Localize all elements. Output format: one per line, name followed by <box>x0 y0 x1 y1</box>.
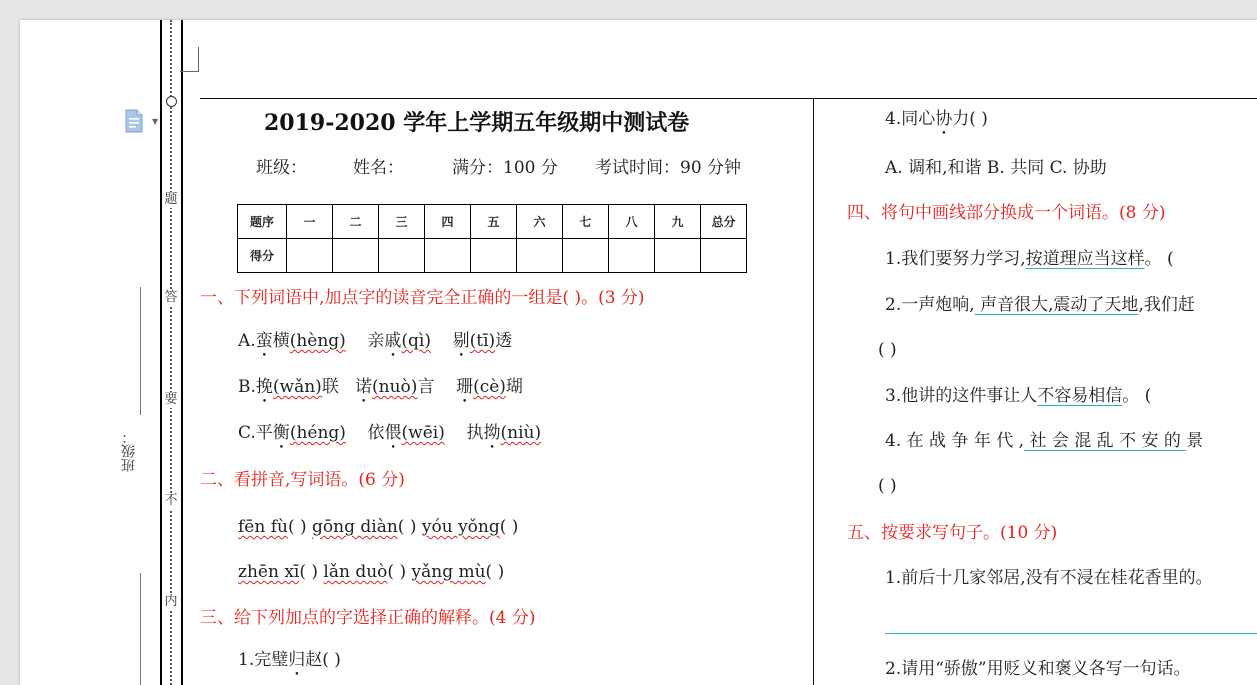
answer-blank[interactable]: ( ) <box>499 517 519 537</box>
score-cell[interactable] <box>517 239 563 273</box>
score-table <box>237 204 747 273</box>
dotted-char: 挽 <box>255 377 273 397</box>
info-name: 姓名： <box>353 158 404 178</box>
answer-blank[interactable]: ( ) <box>397 517 417 537</box>
text: 4. 在 战 争 年 代 , <box>885 431 1025 451</box>
score-cell[interactable] <box>287 239 333 273</box>
text: 。 ( <box>1122 386 1152 406</box>
dotted-char: 归 <box>288 650 306 670</box>
pinyin: (wǎn) <box>272 377 322 397</box>
answer-line[interactable] <box>885 633 1257 634</box>
info-full-score: 满分：100 分 <box>452 158 558 178</box>
table-cell: 一 <box>287 205 333 239</box>
section4-q4-blank[interactable]: ( ) <box>878 476 897 496</box>
table-cell: 二 <box>333 205 379 239</box>
dotted-char: 协 <box>935 109 953 129</box>
text: 执 <box>466 423 484 443</box>
section4-q1 <box>885 248 1174 270</box>
pinyin-row-1 <box>238 516 518 538</box>
text: 联 <box>321 377 339 397</box>
binding-char: 不 <box>162 493 180 509</box>
pinyin: (qì) <box>401 331 432 351</box>
answer-blank[interactable]: ( ) <box>387 562 407 582</box>
class-label: 班级： <box>121 430 137 472</box>
binding-char: 题 <box>162 192 180 208</box>
table-cell: 三 <box>379 205 425 239</box>
text: A. <box>238 331 256 351</box>
dotted-char: 珊 <box>456 377 474 397</box>
text: 赵( ) <box>305 650 341 670</box>
text: 横 <box>272 331 290 351</box>
crop-mark <box>180 47 199 72</box>
dotted-char: 偎 <box>384 423 402 443</box>
section2-heading: 二、看拼音,写词语。(6 分) <box>200 470 405 490</box>
binding-char: 内 <box>162 594 180 610</box>
section4-q2-blank[interactable]: ( ) <box>878 340 897 360</box>
pinyin: (nuò) <box>372 377 418 397</box>
text: 3.他讲的这件事让人 <box>885 386 1038 406</box>
binding-char: 答 <box>162 290 180 306</box>
pinyin: gōng diàn <box>312 517 398 537</box>
pinyin: yóu yǒng <box>421 517 500 537</box>
header-rule <box>200 98 1257 99</box>
text: 景 <box>1186 431 1204 451</box>
table-cell: 总分 <box>701 205 747 239</box>
underlined-phrase: 按道理应当这样 <box>1025 249 1145 269</box>
answer-blank[interactable]: ( ) <box>287 517 307 537</box>
section1-option-a <box>238 330 512 361</box>
table-cell: 六 <box>517 205 563 239</box>
score-cell[interactable] <box>701 239 747 273</box>
text: 1.我们要努力学习, <box>885 249 1026 269</box>
section3-item1 <box>238 649 341 680</box>
section5-q1: 1.前后十几家邻居,没有不浸在桂花香里的。 <box>885 568 1213 588</box>
text: 依 <box>367 423 385 443</box>
pinyin: fēn fù <box>238 517 288 537</box>
pinyin: (cè) <box>473 377 506 397</box>
section1-heading: 一、下列词语中,加点字的读音完全正确的一组是( )。(3 分) <box>200 288 645 308</box>
table-cell: 题序 <box>238 205 287 239</box>
underlined-phrase: 声音很大,震动了天地 <box>974 295 1139 315</box>
pinyin: zhēn xī <box>238 562 300 582</box>
binding-char: 要 <box>162 392 180 408</box>
table-cell: 七 <box>563 205 609 239</box>
table-cell: 八 <box>609 205 655 239</box>
pinyin: (wēi) <box>401 423 445 443</box>
pinyin: lǎn duò <box>323 562 388 582</box>
score-cell[interactable] <box>655 239 701 273</box>
section5-heading: 五、按要求写句子。(10 分) <box>847 523 1058 543</box>
dotted-char: 戚 <box>384 331 402 351</box>
score-cell[interactable] <box>563 239 609 273</box>
section4-q3 <box>885 385 1151 407</box>
section4-q2 <box>885 294 1195 316</box>
column-divider <box>813 98 814 685</box>
section4-q4 <box>885 430 1203 452</box>
chevron-down-icon[interactable]: ▼ <box>152 117 159 126</box>
text: 透 <box>495 331 513 351</box>
section1-option-b <box>238 376 523 407</box>
table-cell: 得分 <box>238 239 287 273</box>
section3-heading: 三、给下列加点的字选择正确的解释。(4 分) <box>200 608 536 628</box>
document-page <box>20 20 1257 685</box>
score-cell[interactable] <box>609 239 655 273</box>
pinyin-row-2 <box>238 561 504 583</box>
text: 2.一声炮响, <box>885 295 975 315</box>
page-title: 2019-2020 学年上学期五年级期中测试卷 <box>264 110 690 136</box>
pinyin: (hèng) <box>289 331 346 351</box>
underlined-phrase: 社 会 混 乱 不 安 的 <box>1024 431 1187 451</box>
text: ,我们赶 <box>1138 295 1195 315</box>
pinyin: (niù) <box>500 423 542 443</box>
table-cell: 四 <box>425 205 471 239</box>
right-item4-options: A. 调和,和谐 B. 共同 C. 协助 <box>885 158 1107 178</box>
text: 瑚 <box>505 377 523 397</box>
text: C.平 <box>238 423 273 443</box>
binding-line-left <box>160 20 162 685</box>
document-icon[interactable] <box>124 109 144 133</box>
right-item4 <box>885 108 988 139</box>
dotted-char: 诺 <box>355 377 373 397</box>
text: 4.同心 <box>885 109 936 129</box>
score-cell[interactable] <box>333 239 379 273</box>
name-fill-line <box>140 573 141 685</box>
dotted-char: 剔 <box>452 331 470 351</box>
dotted-char: 蛮 <box>255 331 273 351</box>
pinyin: yǎng mù <box>411 562 486 582</box>
binding-line-right <box>181 20 183 685</box>
class-fill-line <box>140 287 141 415</box>
dotted-char: 衡 <box>272 423 290 443</box>
text: 1.完璧 <box>238 650 289 670</box>
binding-hole <box>166 96 177 107</box>
info-class: 班级： <box>256 158 307 178</box>
pinyin: (héng) <box>289 423 346 443</box>
binding-dotted-line <box>170 20 172 685</box>
text: 亲 <box>367 331 385 351</box>
score-table-header-row <box>238 205 747 239</box>
score-cell[interactable] <box>425 239 471 273</box>
section1-option-c <box>238 422 541 453</box>
dotted-char: 拗 <box>483 423 501 443</box>
pinyin: (tī) <box>469 331 496 351</box>
info-exam-time: 考试时间：90 分钟 <box>595 158 742 178</box>
section5-q2: 2.请用“骄傲”用贬义和褒义各写一句话。 <box>885 659 1191 679</box>
answer-blank[interactable]: ( ) <box>485 562 505 582</box>
underlined-phrase: 不容易相信 <box>1037 386 1123 406</box>
table-cell: 九 <box>655 205 701 239</box>
table-cell: 五 <box>471 205 517 239</box>
text: 。 ( <box>1144 249 1174 269</box>
text: B. <box>238 377 256 397</box>
text: 力( ) <box>952 109 988 129</box>
text: 言 <box>417 377 435 397</box>
score-cell[interactable] <box>379 239 425 273</box>
score-table-score-row <box>238 239 747 273</box>
score-cell[interactable] <box>471 239 517 273</box>
section4-heading: 四、将句中画线部分换成一个词语。(8 分) <box>847 203 1166 223</box>
answer-blank[interactable]: ( ) <box>299 562 319 582</box>
